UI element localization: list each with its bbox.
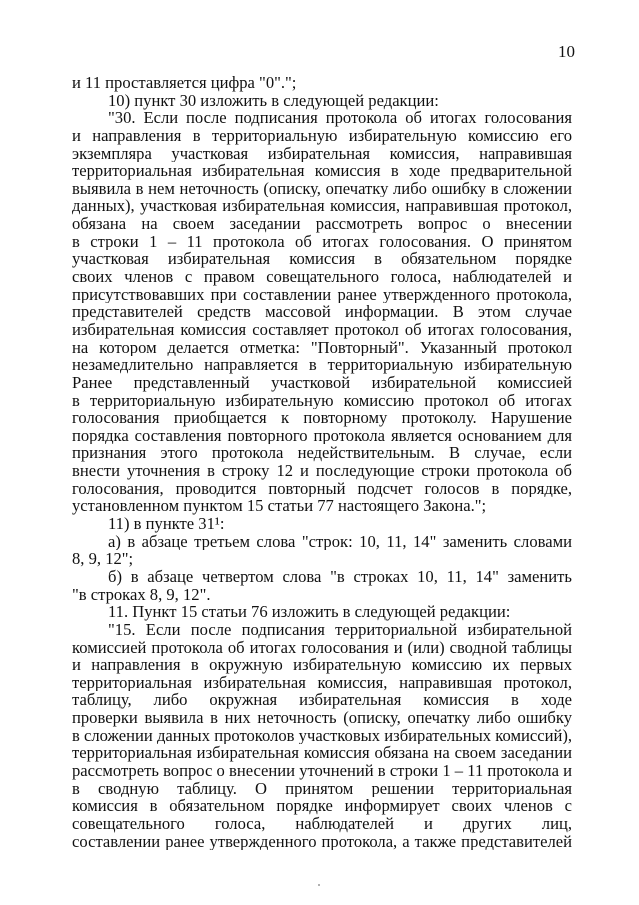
document-body (72, 74, 572, 850)
text-line: голосования приобщается к повторному протоколу. Нарушение (72, 409, 572, 427)
text-line: избирательная комиссия составляет протокол об итогах голосования, (72, 320, 572, 339)
text-line: Ранее представленный участковой избирательной комиссией (72, 373, 572, 392)
text-line: в сложении данных протоколов участковых избирательных комиссий), (72, 726, 572, 745)
text-line: 11) в пункте 31¹: (108, 514, 225, 534)
text-line: составлении ранее утвержденного протокола, а также представителей (72, 832, 572, 851)
text-line: комиссия в обязательном порядке информирует своих членов с (72, 797, 572, 815)
scan-speck (318, 884, 320, 886)
text-line: присутствовавших при составлении ранее утвержденного протокола, (72, 285, 572, 304)
text-line: 10) пункт 30 изложить в следующей редакции: (108, 90, 439, 110)
text-line: своих членов с правом совещательного голоса, наблюдателей и (72, 268, 572, 286)
text-line: установленном пунктом 15 статьи 77 настоящего Закона."; (72, 496, 487, 516)
text-line: в сводную таблицу. О принятом решении территориальная (72, 779, 572, 798)
text-line: территориальная избирательная комиссия, направившая протокол, (72, 673, 572, 692)
text-line: обязана на своем заседании рассмотреть вопрос о внесении (72, 215, 572, 233)
text-line: "15. Если после подписания территориальной избирательной (108, 620, 572, 639)
text-line: в территориальную избирательную комиссию протокол об итогах (72, 391, 572, 410)
text-line: рассмотреть вопрос о внесении уточнений в строки 1 – 11 протокола и (72, 761, 572, 780)
text-line: представителей средств массовой информации. В этом случае (72, 303, 572, 321)
text-line: и 11 проставляется цифра "0"."; (72, 73, 297, 92)
text-line: данных), участковая избирательная комиссия, направившая протокол, (72, 197, 572, 216)
text-line: а) в абзаце третьем слова "строк: 10, 11, 14" заменить словами (108, 532, 572, 551)
text-line: голосования, проводится повторный подсчет голосов в порядке, (72, 479, 572, 498)
text-line: на котором делается отметка: "Повторный". Указанный протокол (72, 338, 572, 357)
text-line: б) в абзаце четвертом слова "в строках 10, 11, 14" заменить (108, 567, 572, 586)
text-line: таблицу, либо окружная избирательная комиссия в ходе (72, 691, 572, 710)
text-line: территориальная избирательная комиссия обязана на своем заседании (72, 744, 572, 762)
text-line: "30. Если после подписания протокола об итогах голосования (108, 109, 572, 127)
text-line: 11. Пункт 15 статьи 76 изложить в следующей редакции: (108, 602, 511, 622)
text-line: "в строках 8, 9, 12". (72, 584, 211, 604)
text-line: проверки выявила в них неточность (описку, опечатку либо ошибку (72, 709, 572, 727)
text-line: и направления в окружную избирательную комиссию их первых (72, 656, 572, 674)
text-line: внести уточнения в строку 12 и последующие строки протокола об (72, 462, 572, 480)
text-line: в строки 1 – 11 протокола об итогах голосования. О принятом (72, 232, 572, 251)
text-line: экземпляра участковая избирательная комиссия, направившая (72, 144, 572, 163)
text-line: комиссией протокола об итогах голосования и (или) сводной таблицы (72, 638, 572, 657)
text-line: выявила в нем неточность (описку, опечатку либо ошибку в сложении (72, 179, 572, 198)
text-line: участковая избирательная комиссия в обязательном порядке (72, 250, 572, 269)
text-line: признания этого протокола недействительным. В случае, если (72, 444, 572, 463)
text-line: и направления в территориальную избирательную комиссию его (72, 126, 572, 145)
text-line: совещательного голоса, наблюдателей и других лиц, (72, 814, 572, 833)
page-number: 10 (558, 42, 575, 61)
text-line: порядка составления повторного протокола является основанием для (72, 426, 572, 445)
text-line: 8, 9, 12"; (72, 549, 134, 569)
text-line: незамедлительно направляется в территориальную избирательную (72, 356, 572, 374)
text-line: территориальная избирательная комиссия в ходе предварительной (72, 162, 572, 180)
